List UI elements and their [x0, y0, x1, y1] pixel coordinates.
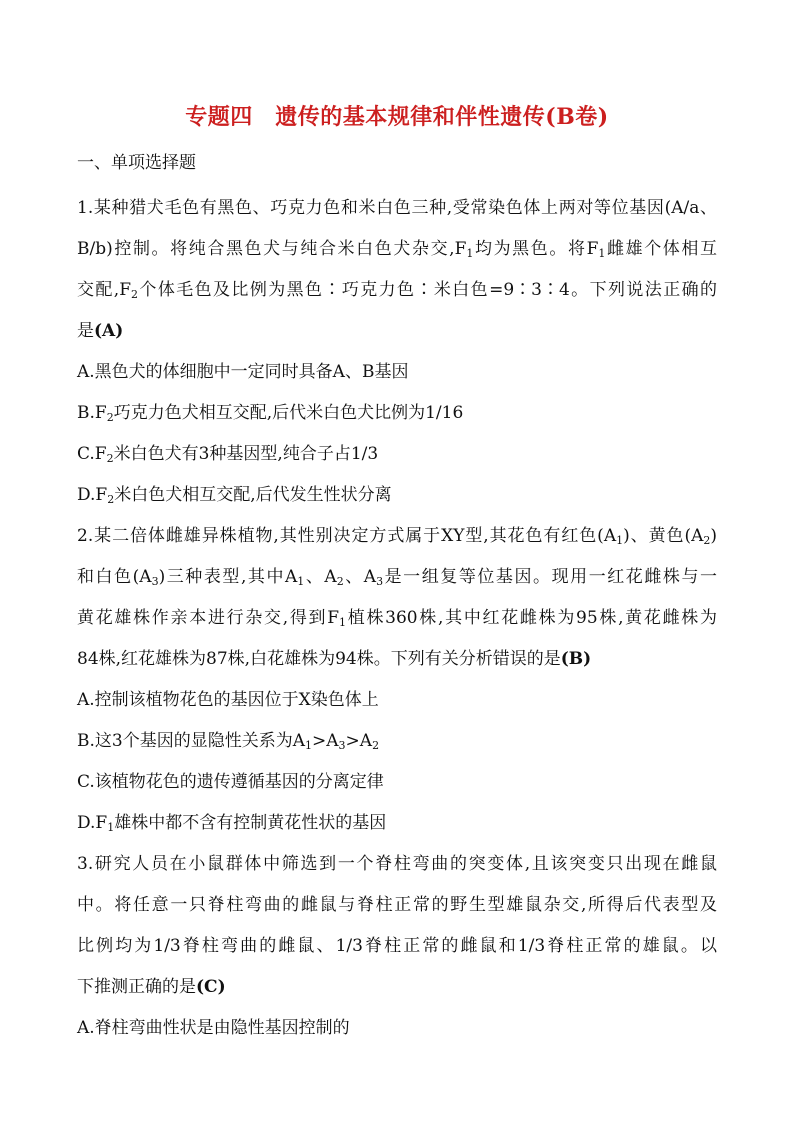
q3-answer: (C): [196, 977, 226, 997]
q3-stem-line-1: 3.研究人员在小鼠群体中筛选到一个脊柱弯曲的突变体,且该突变只出现在雌鼠: [77, 854, 717, 874]
q2-option-b: B.这3个基因的显隐性关系为$A_1>A_3>A_2$: [77, 731, 380, 752]
q3-stem-line-4: 下推测正确的是(C): [77, 977, 226, 997]
q2-stem-line-2: 和白色$(A_3)$三种表型,其中$A_1$、$A_2$、$A_3$是一组复等位基因。现用一红花雌株与一: [77, 567, 717, 588]
q1-stem-line-1: 1.某种猎犬毛色有黑色、巧克力色和米白色三种,受常染色体上两对等位基因(A/a、: [77, 198, 717, 218]
q2-stem-line-1: 2.某二倍体雌雄异株植物,其性别决定方式属于XY型,其花色有红色$(A_1)$、黄色$(A_2)$: [77, 526, 718, 547]
q3-stem-line-3: 比例均为1/3脊柱弯曲的雌鼠、1/3脊柱正常的雌鼠和1/3脊柱正常的雄鼠。以: [77, 936, 717, 956]
q3-stem-line-2: 中。将任意一只脊柱弯曲的雌鼠与脊柱正常的野生型雄鼠杂交,所得后代表型及: [77, 895, 717, 915]
q2-stem-line-3: 黄花雄株作亲本进行杂交,得到$F_1$植株360株,其中红花雌株为95株,黄花雌株为: [77, 608, 717, 629]
q3-option-a: A.脊柱弯曲性状是由隐性基因控制的: [77, 1018, 350, 1038]
section-heading: 一、单项选择题: [77, 153, 196, 173]
q1-stem-line-2: B/b)控制。将纯合黑色犬与纯合米白色犬杂交$,F_1$均为黑色。将$F_1$雌雄个体相互: [77, 239, 718, 260]
q2-stem-line-4: 84株,红花雄株为87株,白花雄株为94株。下列有关分析错误的是(B): [77, 649, 592, 669]
q2-option-c: C.该植物花色的遗传遵循基因的分离定律: [77, 772, 384, 792]
q1-option-a: A.黑色犬的体细胞中一定同时具备A、B基因: [77, 362, 409, 382]
q1-option-d: $D.F_2$米白色犬相互交配,后代发生性状分离: [77, 485, 392, 506]
q2-option-a: A.控制该植物花色的基因位于X染色体上: [77, 690, 379, 710]
q1-option-c: $C.F_2$米白色犬有3种基因型,纯合子占1/3: [77, 444, 379, 465]
q1-answer: (A): [94, 321, 124, 341]
q1-stem-line-3: 交配$,F_2$个体毛色及比例为黑色∶巧克力色∶米白色=9∶3∶4。下列说法正确的: [77, 280, 717, 301]
page-title: 专题四 遗传的基本规律和伴性遗传(B卷): [185, 104, 609, 130]
q1-stem-line-4: 是(A): [77, 321, 124, 341]
q1-option-b: $B.F_2$巧克力色犬相互交配,后代米白色犬比例为1/16: [77, 403, 464, 424]
q2-option-d: $D.F_1$雄株中都不含有控制黄花性状的基因: [77, 813, 387, 834]
question-content: [77, 188, 717, 1049]
q2-answer: (B): [560, 649, 592, 669]
